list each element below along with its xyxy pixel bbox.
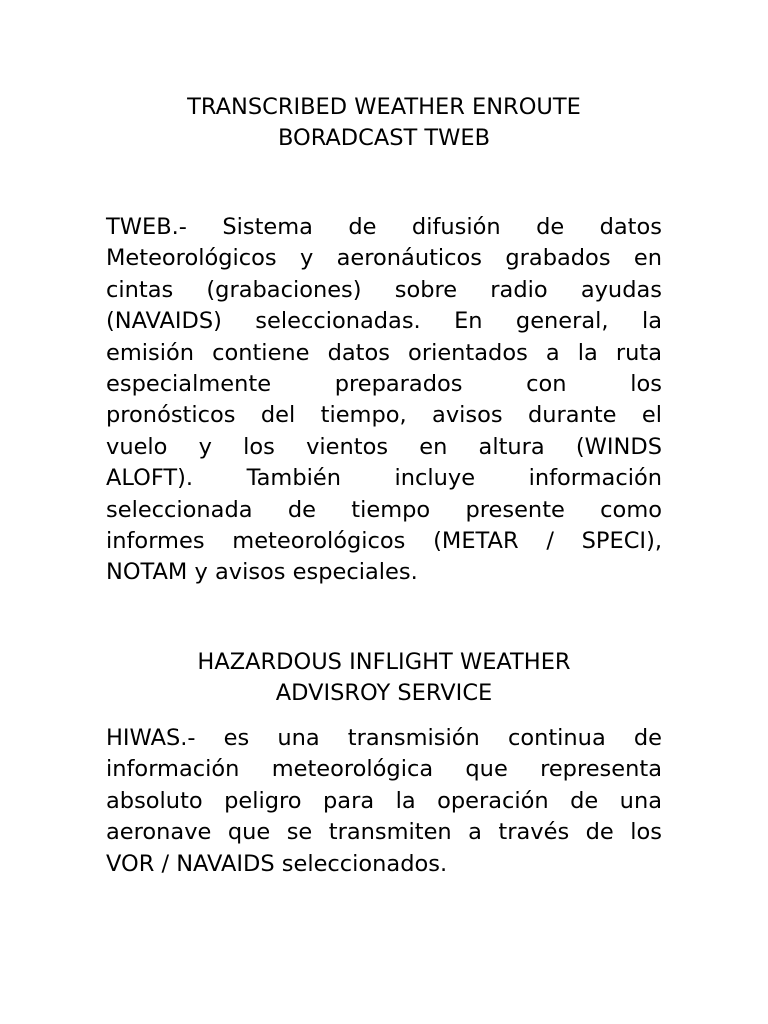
tweb-paragraph-line: vuelo y los vientos en altura (WINDS	[106, 433, 662, 460]
tweb-paragraph-line: informes meteorológicos (METAR / SPECI),	[106, 528, 662, 555]
tweb-paragraph-line: pronósticos del tiempo, avisos durante el	[106, 402, 662, 429]
tweb-paragraph-line: cintas (grabaciones) sobre radio ayudas	[106, 276, 662, 303]
hiwas-paragraph-line: información meteorológica que representa	[106, 756, 662, 783]
tweb-paragraph-line: ALOFT). También incluye información	[106, 465, 662, 492]
hiwas-paragraph	[106, 723, 662, 880]
hiwas-heading-line-1: HAZARDOUS INFLIGHT WEATHER	[197, 649, 571, 675]
hiwas-paragraph-line: aeronave que se transmiten a través de los	[106, 819, 662, 846]
hiwas-heading	[106, 647, 662, 709]
hiwas-paragraph-line: HIWAS.- es una transmisión continua de	[106, 725, 662, 751]
tweb-paragraph	[106, 212, 662, 589]
tweb-paragraph-line: (NAVAIDS) seleccionadas. En general, la	[106, 308, 662, 335]
tweb-paragraph-line: NOTAM y avisos especiales.	[106, 559, 418, 586]
tweb-paragraph-line: TWEB.- Sistema de difusión de datos	[106, 214, 662, 240]
tweb-paragraph-line: emisión contiene datos orientados a la ruta	[106, 339, 662, 366]
hiwas-paragraph-line: VOR / NAVAIDS seleccionados.	[106, 850, 448, 877]
tweb-heading	[106, 92, 662, 154]
tweb-paragraph-line: seleccionada de tiempo presente como	[106, 496, 662, 523]
tweb-paragraph-line: especialmente preparados con los	[106, 371, 662, 398]
hiwas-heading-line-2: ADVISROY SERVICE	[275, 680, 493, 706]
tweb-heading-line-2: BORADCAST TWEB	[277, 125, 491, 151]
tweb-paragraph-line: Meteorológicos y aeronáuticos grabados en	[106, 245, 662, 272]
tweb-heading-line-1: TRANSCRIBED WEATHER ENROUTE	[187, 94, 581, 120]
hiwas-paragraph-line: absoluto peligro para la operación de una	[106, 787, 662, 814]
